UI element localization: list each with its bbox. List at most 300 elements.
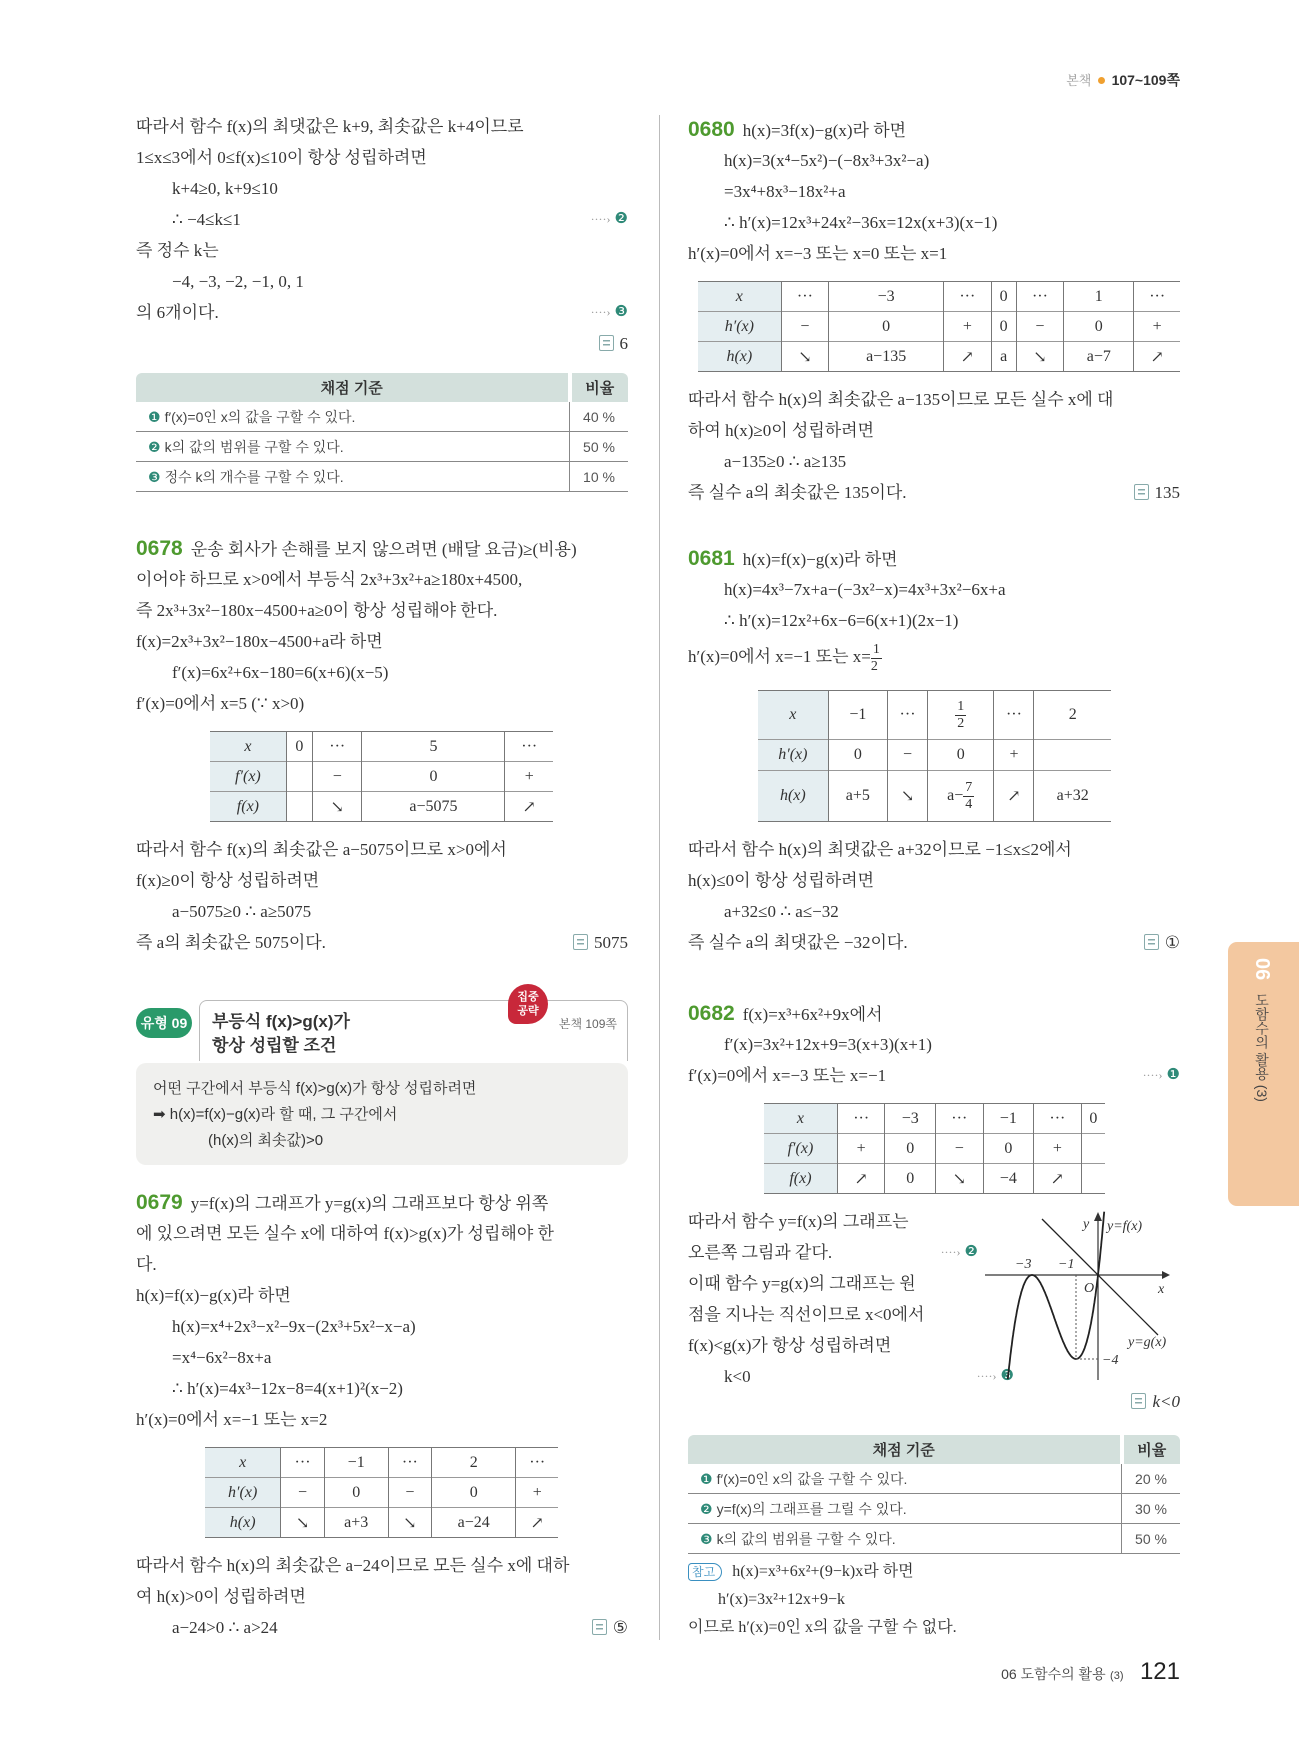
table-cell: −4: [983, 1164, 1034, 1194]
line-text: 따라서 함수 h(x)의 최솟값은 a−135이므로 모든 실수 x에 대: [688, 390, 1114, 409]
ratio-header: 비율: [1122, 1435, 1181, 1464]
line-text: 오른쪽 그림과 같다.: [688, 1243, 833, 1262]
table-cell: ↘: [935, 1164, 983, 1194]
table-cell: +: [1134, 312, 1180, 342]
criteria-cell: [688, 1464, 1122, 1494]
table-cell: a−5075: [362, 792, 505, 822]
table-cell: [928, 691, 994, 740]
table-cell: [1034, 740, 1111, 771]
table-row: [205, 1478, 558, 1508]
denominator: 2: [957, 715, 965, 731]
table-cell: h′(x): [205, 1478, 281, 1508]
table-row: [764, 1104, 1105, 1134]
answer-icon: [599, 335, 614, 351]
x-axis-label: x: [1158, 1282, 1165, 1297]
dotted-arrow-icon: ····›: [590, 305, 611, 319]
table-row: [205, 1508, 558, 1538]
table-cell: ↗: [516, 1508, 558, 1538]
y-axis-arrow-icon: [1094, 1212, 1102, 1221]
type-09-note-box: [136, 1063, 628, 1165]
table-cell: −: [935, 1134, 983, 1164]
table-row: [210, 762, 553, 792]
line-text: a−135≥0 ∴ a≥135: [724, 452, 847, 471]
line-text: 즉 a의 최솟값은 5075이다.: [136, 933, 326, 952]
grading-row: [136, 402, 628, 432]
table-cell: −: [781, 312, 828, 342]
ratio-cell: 30 %: [1122, 1494, 1181, 1524]
line-text: 이때 함수 y=g(x)의 그래프는 원: [688, 1274, 916, 1293]
denominator: 4: [965, 796, 973, 812]
grading-row: [688, 1494, 1180, 1524]
table-cell: 0: [829, 312, 944, 342]
solution-line: [136, 142, 628, 173]
solution-0679: [136, 1187, 628, 1643]
step-1-icon: ❶: [700, 1470, 713, 1487]
step-1-icon: ❶: [1166, 1067, 1180, 1083]
table-cell: x: [758, 691, 828, 740]
table-cell: x: [205, 1448, 281, 1478]
solution-line: [136, 1311, 628, 1342]
solution-line: [688, 1237, 978, 1268]
solution-line: [688, 176, 1180, 207]
table-cell: h′(x): [698, 312, 781, 342]
cell-prefix: a−: [947, 786, 964, 804]
table-cell: +: [837, 1134, 885, 1164]
line-text: 따라서 함수 f(x)의 최댓값은 k+9, 최솟값은 k+4이므로: [136, 117, 524, 136]
solution-line: [136, 297, 628, 328]
table-cell: −: [281, 1478, 324, 1508]
solution-line: [688, 477, 1180, 508]
grading-header: [688, 1435, 1180, 1464]
criteria-cell: [688, 1524, 1122, 1554]
table-row: [758, 691, 1111, 740]
ratio-cell: 50 %: [570, 432, 629, 462]
line-text: 하여 h(x)≥0이 성립하려면: [688, 421, 875, 440]
answer: [592, 1612, 628, 1643]
table-cell: +: [1034, 1134, 1082, 1164]
criteria-cell: [136, 462, 570, 492]
solution-line: [688, 1268, 978, 1299]
y-axis-label: y: [1083, 1217, 1090, 1232]
table-cell: 0: [928, 740, 994, 771]
table-cell: 0: [432, 1478, 516, 1508]
solution-line: [688, 605, 1180, 636]
table-cell: f′(x): [210, 762, 286, 792]
solution-0677-continued: [136, 111, 628, 359]
solution-line: [136, 595, 628, 626]
solution-line: [136, 626, 628, 657]
criteria-text: k의 값의 범위를 구할 수 있다.: [716, 1530, 896, 1547]
table-row: [210, 792, 553, 822]
table-cell: ↗: [1034, 1164, 1082, 1194]
tick-label: −3: [1015, 1257, 1032, 1272]
answer-value: 6: [619, 334, 628, 353]
solution-line: [136, 1218, 628, 1249]
table-cell: ···: [1034, 1104, 1082, 1134]
table-cell: −1: [983, 1104, 1034, 1134]
step-marker: [591, 297, 628, 328]
type-title-line-1: 부등식 f(x)>g(x)가: [212, 1012, 350, 1031]
solution-line: [136, 834, 628, 865]
line-text: h(x)=3(x⁴−5x²)−(−8x³+3x²−a): [724, 151, 930, 170]
table-cell: x: [764, 1104, 837, 1134]
solution-line: [688, 207, 1180, 238]
table-cell: ···: [837, 1104, 885, 1134]
table-row: [758, 771, 1111, 822]
line-g: [1042, 1219, 1158, 1335]
table-cell: +: [505, 762, 553, 792]
solution-0680: [688, 114, 1180, 508]
solution-line: [136, 1612, 628, 1643]
table-cell: h(x): [698, 342, 781, 372]
step-2-icon: ❷: [148, 438, 161, 455]
table-cell: [286, 792, 312, 822]
dotted-arrow-icon: ····›: [590, 212, 611, 226]
answer: [1134, 477, 1181, 508]
solution-line: [688, 896, 1180, 927]
table-cell: 0: [286, 732, 312, 762]
table-cell: ···: [388, 1448, 431, 1478]
solution-line: [688, 574, 1180, 605]
table-cell: ···: [935, 1104, 983, 1134]
line-text: 따라서 함수 y=f(x)의 그래프는: [688, 1212, 909, 1231]
criteria-cell: [688, 1494, 1122, 1524]
numerator: 7: [965, 779, 973, 795]
grading-row: [688, 1464, 1180, 1494]
reference-note: [688, 1558, 957, 1642]
grading-table: [136, 373, 628, 492]
solution-line: [136, 533, 628, 564]
type-title-line-2: 항상 성립할 조건: [212, 1036, 337, 1055]
table-cell: −1: [828, 691, 887, 740]
line-text: h(x)=4x³−7x+a−(−3x²−x)=4x³+3x²−6x+a: [724, 580, 1006, 599]
numerator: 1: [957, 698, 965, 714]
table-cell: 0: [362, 762, 505, 792]
table-cell: f′(x): [764, 1134, 837, 1164]
variation-table: [698, 281, 1180, 372]
graph-f-and-g: [960, 1200, 1190, 1390]
f-label: y=f(x): [1107, 1219, 1143, 1234]
table-cell: [1081, 1134, 1105, 1164]
line-text: f(x)≥0이 항상 성립하려면: [136, 871, 320, 890]
table-cell: 0: [1081, 1104, 1105, 1134]
note-line: h′(x)=3x²+12x+9−k: [718, 1591, 846, 1608]
table-cell: ↘: [313, 792, 362, 822]
step-3-icon: ❸: [700, 1530, 713, 1547]
denominator: 2: [870, 658, 878, 674]
numerator: 1: [872, 641, 880, 657]
table-cell: 0: [991, 312, 1016, 342]
tick-label: −1: [1058, 1257, 1075, 1272]
table-row: [764, 1134, 1105, 1164]
solution-line: [688, 636, 1180, 678]
footer-chapter: 06 도함수의 활용: [1001, 1666, 1106, 1682]
problem-number: 0678: [136, 537, 183, 560]
line-text: h′(x)=0에서 x=−1 또는 x=2: [136, 1410, 328, 1429]
ratio-header: 비율: [570, 373, 629, 402]
solution-line: [136, 1581, 628, 1612]
problem-number: 0680: [688, 118, 735, 141]
note-line: h(x)=x³+6x²+(9−k)x라 하면: [732, 1563, 914, 1580]
line-text: a−5075≥0 ∴ a≥5075: [172, 902, 312, 921]
table-cell: a−7: [1064, 342, 1134, 372]
problem-number: 0682: [688, 1002, 735, 1025]
solution-0678: [136, 533, 628, 958]
solution-line: [136, 927, 628, 958]
line-text: =3x⁴+8x³−18x²+a: [724, 182, 846, 201]
table-cell: 0: [885, 1164, 936, 1194]
line-text: a−24>0 ∴ a>24: [172, 1618, 278, 1637]
dot-icon: [1098, 77, 1105, 84]
criteria-header: 채점 기준: [688, 1435, 1122, 1464]
solution-line: [136, 1249, 628, 1280]
table-cell: 2: [432, 1448, 516, 1478]
answer-value: 135: [1154, 483, 1180, 502]
line-text: 즉 실수 a의 최솟값은 135이다.: [688, 483, 907, 502]
type-badge: 유형 09: [136, 1008, 192, 1038]
solution-line: [136, 1404, 628, 1435]
ratio-cell: 50 %: [1122, 1524, 1181, 1554]
line-text: h(x)=x⁴+2x³−x²−9x−(2x³+5x²−x−a): [172, 1317, 416, 1336]
line-text: 다.: [136, 1255, 157, 1274]
step-3-icon: ❸: [148, 468, 161, 485]
table-cell: ↘: [281, 1508, 324, 1538]
table-cell: ···: [505, 732, 553, 762]
step-1-icon: ❶: [148, 408, 161, 425]
line-text: 즉 2x³+3x²−180x−4500+a≥0이 항상 성립해야 한다.: [136, 601, 498, 620]
line-text: k+4≥0, k+9≤10: [172, 179, 278, 198]
note-tag: 참고: [688, 1563, 722, 1581]
line-text: −4, −3, −2, −1, 0, 1: [172, 272, 304, 291]
column-divider: [659, 115, 660, 1640]
solution-line: [136, 235, 628, 266]
g-label: y=g(x): [1128, 1335, 1167, 1350]
table-cell: x: [210, 732, 286, 762]
answer-value: 5075: [594, 933, 628, 952]
line-text: 점을 지나는 직선이므로 x<0에서: [688, 1305, 925, 1324]
ratio-cell: 20 %: [1122, 1464, 1181, 1494]
solution-line: [136, 865, 628, 896]
solution-line: [136, 1280, 628, 1311]
line-text: 이어야 하므로 x>0에서 부등식 2x³+3x²+a≥180x+4500,: [136, 570, 523, 589]
line-text: h′(x)=0에서 x=−1 또는 x=: [688, 647, 871, 666]
table-cell: a: [991, 342, 1016, 372]
answer: [1144, 927, 1180, 958]
solution-line: [688, 1060, 1180, 1091]
table-cell: 0: [828, 740, 887, 771]
line-text: h(x)≤0이 항상 성립하려면: [688, 871, 875, 890]
solution-line: [688, 446, 1180, 477]
criteria-text: 정수 k의 개수를 구할 수 있다.: [164, 468, 344, 485]
problem-number: 0681: [688, 547, 735, 570]
step-marker: [591, 204, 628, 235]
fraction: [963, 780, 974, 813]
line-text: 여 h(x)>0이 성립하려면: [136, 1587, 306, 1606]
variation-table: [210, 731, 553, 822]
solution-line: [688, 543, 1180, 574]
table-cell: [286, 762, 312, 792]
table-cell: ···: [888, 691, 928, 740]
table-cell: h′(x): [758, 740, 828, 771]
table-row: [698, 282, 1180, 312]
book-label: 본책: [1066, 73, 1092, 88]
solution-line: [688, 865, 1180, 896]
line-text: f′(x)=0에서 x=5 (∵ x>0): [136, 694, 305, 713]
table-cell: a+32: [1034, 771, 1111, 822]
chapter-side-tab[interactable]: [1228, 942, 1299, 1206]
table-cell: ···: [994, 691, 1034, 740]
dotted-arrow-icon: ····›: [1142, 1068, 1163, 1082]
x-axis-arrow-icon: [1162, 1271, 1170, 1279]
main-book-reference: 본책 109쪽: [558, 1017, 617, 1031]
table-cell: ↗: [994, 771, 1034, 822]
table-row: [210, 732, 553, 762]
solution-line: [688, 998, 1180, 1029]
line-text: ∴ h′(x)=4x³−12x−8=4(x+1)²(x−2): [172, 1379, 403, 1398]
solution-line: [688, 927, 1180, 958]
solution-line: [136, 688, 628, 719]
table-cell: ···: [1016, 282, 1063, 312]
answer-icon: [592, 1619, 607, 1635]
table-cell: ↘: [888, 771, 928, 822]
answer: [599, 328, 629, 359]
criteria-text: f′(x)=0인 x의 값을 구할 수 있다.: [164, 408, 356, 425]
answer-0682: [1100, 1392, 1180, 1412]
line-text: f(x)=2x³+3x²−180x−4500+a라 하면: [136, 632, 383, 651]
variation-table: [205, 1447, 558, 1538]
line-text: ∴ h′(x)=12x²+6x−6=6(x+1)(2x−1): [724, 611, 959, 630]
dotted-arrow-icon: ····›: [976, 1369, 997, 1383]
table-cell: +: [944, 312, 991, 342]
table-cell: h(x): [205, 1508, 281, 1538]
variation-table: [758, 690, 1111, 822]
table-cell: 0: [885, 1134, 936, 1164]
solution-line: [136, 1342, 628, 1373]
table-cell: 0: [983, 1134, 1034, 1164]
note-line: 어떤 구간에서 부등식 f(x)>g(x)가 항상 성립하려면: [153, 1080, 477, 1097]
page-reference: [1066, 70, 1180, 90]
solution-line: [688, 384, 1180, 415]
side-tab-title: 도함수의 활용 (3): [1254, 992, 1270, 1102]
page-number: 121: [1139, 1658, 1180, 1685]
table-cell: 0: [1064, 312, 1134, 342]
table-cell: ↘: [781, 342, 828, 372]
table-cell: 5: [362, 732, 505, 762]
line-text: 즉 정수 k는: [136, 241, 219, 260]
note-line: (h(x)의 최솟값)>0: [208, 1132, 324, 1149]
line-text: f(x)=x³+6x²+9x에서: [742, 1005, 883, 1024]
solution-line: [688, 145, 1180, 176]
solution-line: [136, 204, 628, 235]
line-text: a+32≤0 ∴ a≤−32: [724, 902, 839, 921]
line-text: f′(x)=0에서 x=−3 또는 x=−1: [688, 1066, 887, 1085]
table-cell: x: [698, 282, 781, 312]
solution-line: [688, 1206, 978, 1237]
table-cell: ···: [516, 1448, 558, 1478]
page-range: 107~109쪽: [1111, 72, 1180, 88]
table-cell: h(x): [758, 771, 828, 822]
table-cell: −: [1016, 312, 1063, 342]
step-3-icon: ❸: [614, 304, 628, 320]
type-09-header: [136, 990, 628, 1060]
table-cell: ···: [281, 1448, 324, 1478]
criteria-text: k의 값의 범위를 구할 수 있다.: [164, 438, 344, 455]
criteria-cell: [136, 402, 570, 432]
table-cell: 0: [991, 282, 1016, 312]
line-text: 에 있으려면 모든 실수 x에 대하여 f(x)>g(x)가 성립해야 한: [136, 1224, 554, 1243]
table-cell: [928, 771, 994, 822]
solution-line: [136, 564, 628, 595]
line-text: f(x)<g(x)가 항상 성립하려면: [688, 1336, 892, 1355]
type-title-box: [199, 1000, 628, 1061]
table-cell: ↗: [944, 342, 991, 372]
line-text: k<0: [724, 1367, 751, 1386]
note-line: 이므로 h′(x)=0인 x의 값을 구할 수 없다.: [688, 1619, 957, 1636]
solution-line: [688, 114, 1180, 145]
solution-line: [688, 415, 1180, 446]
origin-label: O: [1084, 1281, 1095, 1296]
grading-header: [136, 373, 628, 402]
line-text: h′(x)=0에서 x=−3 또는 x=0 또는 x=1: [688, 244, 948, 263]
line-text: y=f(x)의 그래프가 y=g(x)의 그래프보다 항상 위쪽: [190, 1194, 549, 1213]
answer-value: ⑤: [612, 1618, 628, 1637]
table-row: [698, 312, 1180, 342]
page-footer: [1001, 1658, 1180, 1686]
table-cell: ···: [1134, 282, 1180, 312]
line-text: h(x)=f(x)−g(x)라 하면: [136, 1286, 291, 1305]
answer-icon: [1134, 484, 1149, 500]
table-cell: −: [888, 740, 928, 771]
table-cell: +: [994, 740, 1034, 771]
criteria-cell: [136, 432, 570, 462]
answer-icon: [1131, 1393, 1146, 1409]
criteria-header: 채점 기준: [136, 373, 570, 402]
answer: [573, 927, 628, 958]
footer-chapter-part: (3): [1110, 1670, 1124, 1682]
table-row: [698, 342, 1180, 372]
step-2-icon: ❷: [964, 1244, 978, 1260]
step-2-icon: ❷: [614, 211, 628, 227]
line-text: h(x)=f(x)−g(x)라 하면: [742, 550, 898, 569]
solution-line: [136, 173, 628, 204]
solution-line: [688, 834, 1180, 865]
table-cell: ···: [313, 732, 362, 762]
table-cell: ↘: [1016, 342, 1063, 372]
table-cell: −1: [324, 1448, 388, 1478]
line-text: h(x)=3f(x)−g(x)라 하면: [742, 121, 907, 140]
line-text: 따라서 함수 h(x)의 최댓값은 a+32이므로 −1≤x≤2에서: [688, 840, 1072, 859]
fraction: [955, 699, 966, 732]
table-cell: −: [388, 1478, 431, 1508]
solution-line: [136, 1550, 628, 1581]
table-cell: −: [313, 762, 362, 792]
table-cell: −3: [829, 282, 944, 312]
table-cell: a−24: [432, 1508, 516, 1538]
solution-line: [688, 1029, 1180, 1060]
line-text: 의 6개이다.: [136, 303, 219, 322]
answer-value: ①: [1164, 933, 1180, 952]
step-marker: [1143, 1060, 1180, 1091]
grading-row: [136, 432, 628, 462]
table-row: [764, 1164, 1105, 1194]
grading-row: [688, 1524, 1180, 1554]
table-cell: f(x): [764, 1164, 837, 1194]
step-2-icon: ❷: [700, 1500, 713, 1517]
line-text: ∴ −4≤k≤1: [172, 210, 241, 229]
line-text: 운송 회사가 손해를 보지 않으려면 (배달 요금)≥(비용): [190, 540, 577, 559]
ratio-cell: 40 %: [570, 402, 629, 432]
answer-icon: [573, 934, 588, 950]
